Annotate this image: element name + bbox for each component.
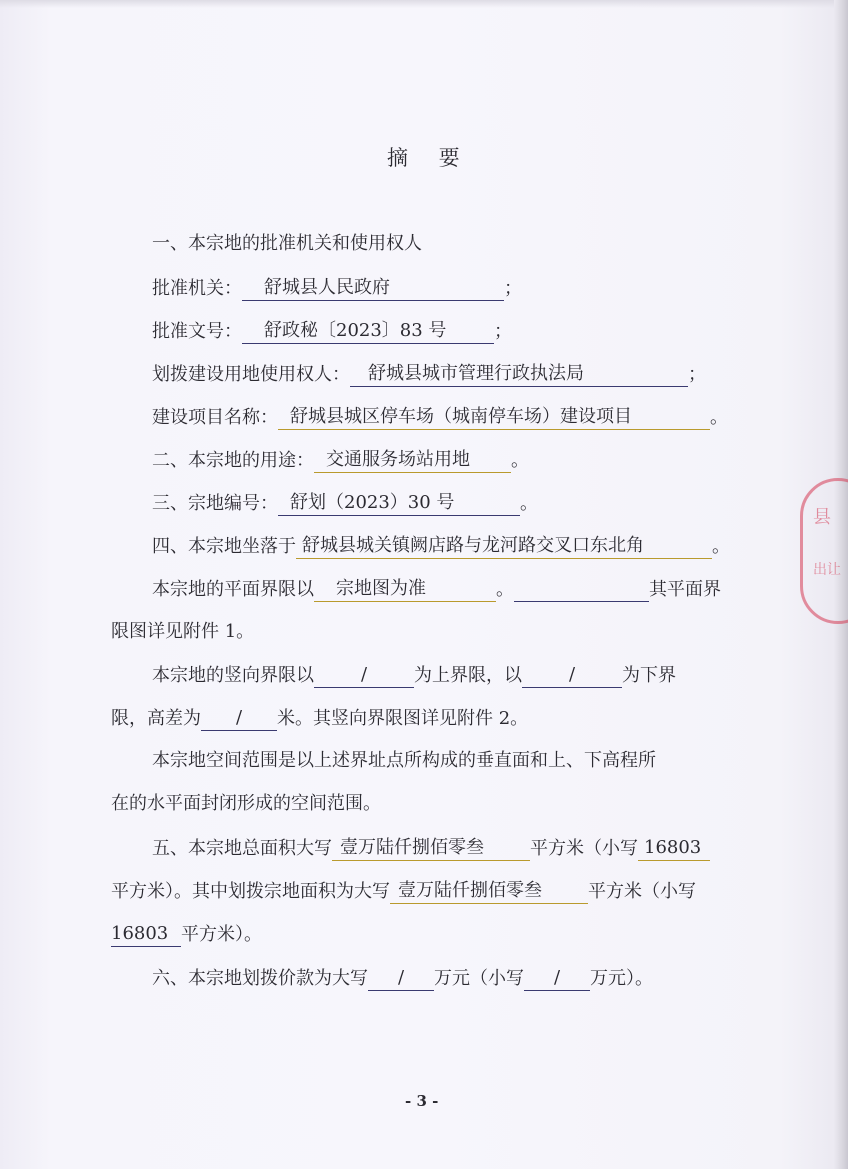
total-area-uppercase: 壹万陆仟捌佰零叁 <box>332 836 530 861</box>
approval-authority-value: 舒城县人民政府 <box>242 276 504 301</box>
plan-boundary-blank <box>514 577 649 602</box>
area-line-1: 五、本宗地总面积大写 壹万陆仟捌佰零叁 平方米（小写 16803 <box>152 836 710 861</box>
project-name-line: 建设项目名称： 舒城县城区停车场（城南停车场）建设项目 。 <box>152 406 728 428</box>
price-number: / <box>524 966 590 991</box>
red-seal-stamp: 县 出让 <box>800 478 848 624</box>
allocated-area-number: 16803 <box>111 922 181 947</box>
plan-boundary-line: 本宗地的平面界限以 宗地图为准 。 其平面界 <box>152 578 721 600</box>
approval-doc-line: 批准文号： 舒政秘〔2023〕83 号 ； <box>152 320 512 342</box>
approval-doc-value: 舒政秘〔2023〕83 号 <box>242 319 494 344</box>
land-user-value: 舒城县城市管理行政执法局 <box>350 362 688 387</box>
purpose-value: 交通服务场站用地 <box>314 448 511 473</box>
location-line: 四、本宗地坐落于 舒城县城关镇阙店路与龙河路交叉口东北角 。 <box>152 535 730 557</box>
parcel-number-value: 舒划（2023）30 号 <box>278 491 520 516</box>
location-value: 舒城县城关镇阙店路与龙河路交叉口东北角 <box>296 534 712 559</box>
price-uppercase: / <box>368 966 434 991</box>
page-title: 摘 要 <box>387 146 472 170</box>
area-line-3: 16803 平方米）。 <box>111 923 262 945</box>
total-area-number: 16803 <box>638 836 710 861</box>
area-line-2: 平方米）。其中划拨宗地面积为大写 壹万陆仟捌佰零叁 平方米（小写 <box>111 880 696 902</box>
vertical-boundary-line: 本宗地的竖向界限以 / 为上界限，以 / 为下界 <box>152 664 676 686</box>
lower-limit-value: / <box>522 663 622 688</box>
vertical-boundary-line-2: 限，高差为 / 米。其竖向界限图详见附件 2。 <box>111 707 529 729</box>
parcel-number-line: 三、宗地编号： 舒划（2023）30 号 。 <box>152 492 538 514</box>
space-range-line-2: 在的水平面封闭形成的空间范围。 <box>111 793 381 814</box>
space-range-line-1: 本宗地空间范围是以上述界址点所构成的垂直面和上、下高程所 <box>152 750 656 771</box>
project-name-value: 舒城县城区停车场（城南停车场）建设项目 <box>278 405 710 430</box>
approval-authority-line: 批准机关： 舒城县人民政府 ； <box>152 277 522 299</box>
plan-boundary-value: 宗地图为准 <box>314 577 496 602</box>
purpose-line: 二、本宗地的用途： 交通服务场站用地 。 <box>152 449 529 471</box>
section-1-heading: 一、本宗地的批准机关和使用权人 <box>152 233 422 254</box>
plan-boundary-line-2: 限图详见附件 1。 <box>111 621 255 642</box>
upper-limit-value: / <box>314 663 414 688</box>
price-line: 六、本宗地划拨价款为大写 / 万元（小写 / 万元）。 <box>152 967 653 989</box>
page-number: - 3 - <box>405 1092 439 1110</box>
height-diff-value: / <box>201 706 277 731</box>
allocated-area-uppercase: 壹万陆仟捌佰零叁 <box>390 879 588 904</box>
land-user-line: 划拨建设用地使用权人： 舒城县城市管理行政执法局 ； <box>152 363 706 385</box>
